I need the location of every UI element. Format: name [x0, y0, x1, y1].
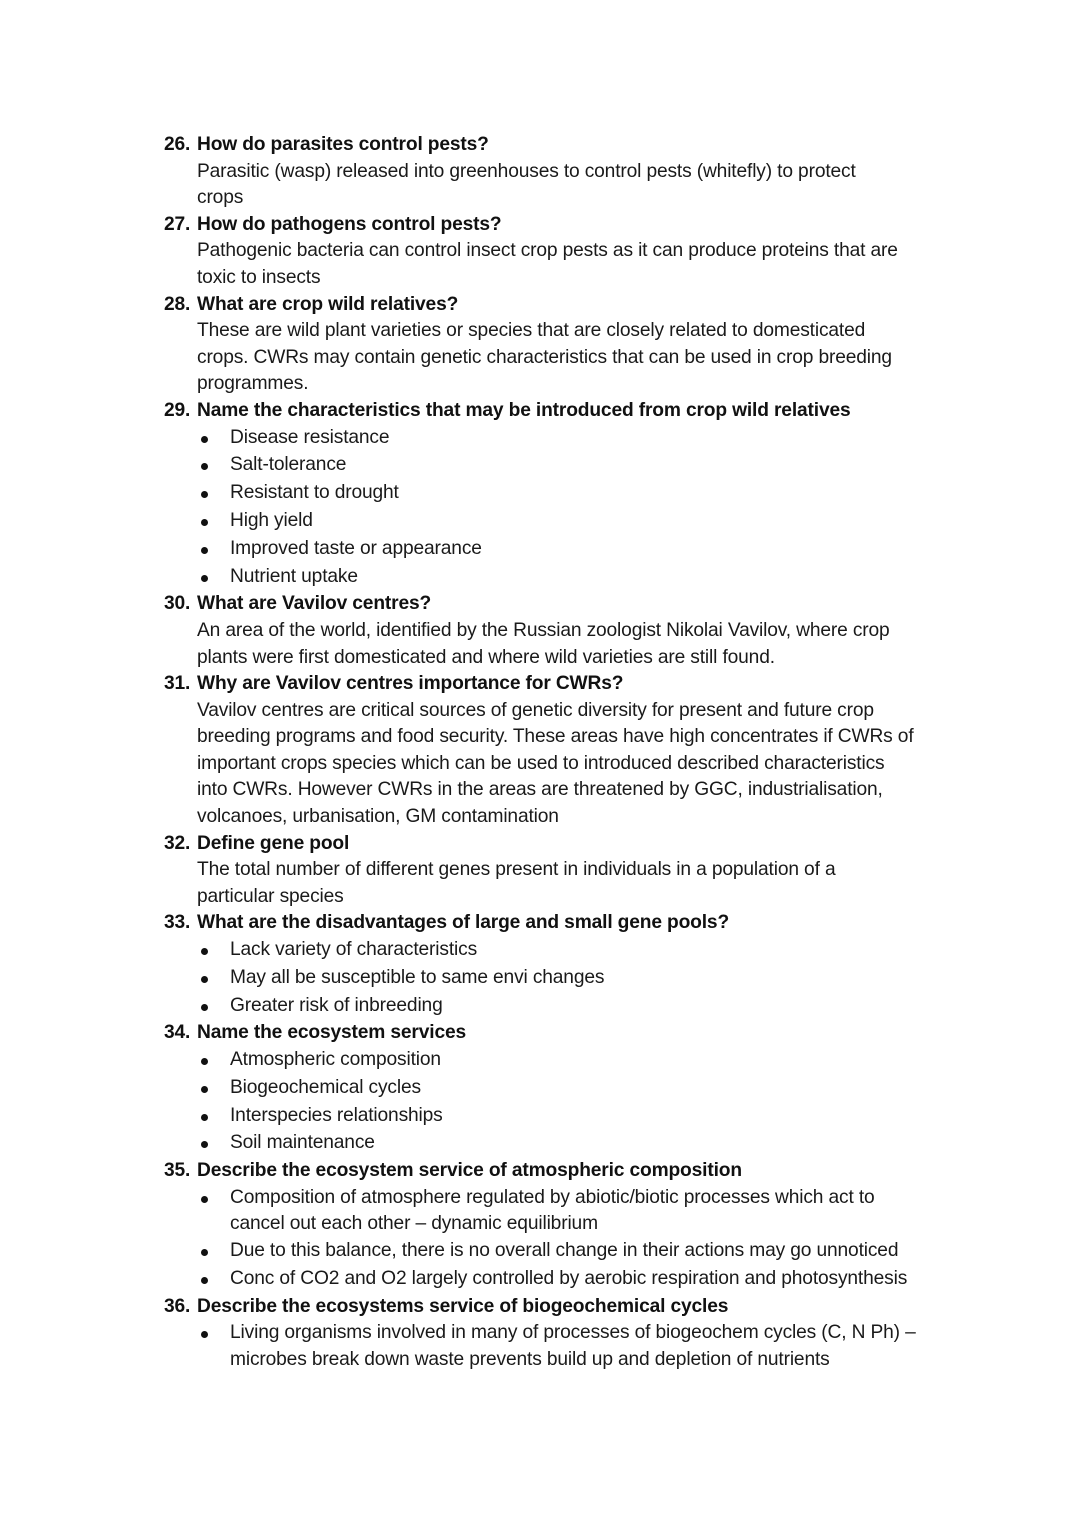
list-item	[197, 480, 964, 508]
bullet-list	[164, 1185, 964, 1294]
question-heading	[164, 1158, 964, 1185]
answer-line: particular species	[197, 885, 344, 907]
bullet-icon	[201, 436, 208, 443]
answer-line: Parasitic (wasp) released into greenhouses to control pests (whitefly) to protect	[197, 160, 856, 182]
bullet-icon	[201, 976, 208, 983]
bullet-icon	[201, 1086, 208, 1093]
list-item	[197, 1238, 964, 1266]
list-item-text: Composition of atmosphere regulated by abiotic/biotic processes which act to	[230, 1186, 875, 1208]
question-33	[164, 910, 964, 1020]
question-30	[164, 591, 964, 671]
answer-text	[164, 318, 964, 398]
answer-line: important crops species which can be used to introduced described characteristics	[197, 752, 885, 774]
list-item-text: Nutrient uptake	[230, 565, 358, 587]
answer-line: The total number of different genes present in individuals in a population of a	[197, 859, 836, 881]
question-number: 30.	[164, 593, 191, 615]
question-number: 34.	[164, 1022, 191, 1044]
question-number: 26.	[164, 134, 191, 155]
question-number: 32.	[164, 832, 191, 854]
bullet-icon	[201, 547, 208, 554]
list-item	[197, 993, 964, 1021]
list-item-text: Resistant to drought	[230, 482, 399, 504]
list-item-text: Interspecies relationships	[230, 1104, 443, 1126]
question-title: What are the disadvantages of large and small gene pools?	[197, 912, 730, 934]
bullet-icon	[201, 1277, 208, 1284]
answer-line: Pathogenic bacteria can control insect crop pests as it can produce proteins that are	[197, 240, 898, 262]
bullet-icon	[201, 1196, 208, 1203]
answer-line: An area of the world, identified by the Russian zoologist Nikolai Vavilov, where crop	[197, 619, 890, 641]
question-35	[164, 1158, 964, 1293]
question-28	[164, 292, 964, 398]
bullet-list	[164, 1047, 964, 1158]
question-heading	[164, 212, 964, 239]
answer-text	[164, 238, 964, 291]
list-item-text: Soil maintenance	[230, 1132, 375, 1154]
question-title: Why are Vavilov centres importance for CWRs?	[197, 673, 624, 695]
bullet-icon	[201, 575, 208, 582]
question-number: 31.	[164, 673, 191, 695]
list-item-text: Due to this balance, there is no overall change in their actions may go unnoticed	[230, 1239, 899, 1261]
list-item	[197, 1075, 964, 1103]
list-item-text: Conc of CO2 and O2 largely controlled by aerobic respiration and photosynthesis	[230, 1267, 908, 1289]
bullet-list	[164, 425, 964, 592]
question-title: What are crop wild relatives?	[197, 293, 459, 315]
question-29	[164, 398, 964, 591]
list-item	[197, 1130, 964, 1158]
answer-line: toxic to insects	[197, 266, 321, 288]
list-item	[197, 1320, 964, 1373]
question-title: Define gene pool	[197, 832, 350, 854]
question-title: Name the ecosystem services	[197, 1022, 467, 1044]
list-item	[197, 937, 964, 965]
question-26	[164, 132, 964, 212]
question-title: How do parasites control pests?	[197, 134, 489, 155]
list-item	[197, 1047, 964, 1075]
bullet-list	[164, 937, 964, 1020]
answer-text	[164, 618, 964, 671]
list-item-text: Salt-tolerance	[230, 454, 347, 476]
question-heading	[164, 591, 964, 618]
bullet-icon	[201, 1004, 208, 1011]
question-heading	[164, 292, 964, 319]
answer-text	[164, 857, 964, 910]
question-heading	[164, 132, 964, 159]
question-number: 35.	[164, 1160, 191, 1182]
list-item-text: Atmospheric composition	[230, 1049, 441, 1071]
answer-line: into CWRs. However CWRs in the areas are threatened by GGC, industrialisation,	[197, 779, 883, 801]
question-number: 36.	[164, 1295, 191, 1317]
answer-line: volcanoes, urbanisation, GM contamination	[197, 806, 559, 828]
list-item	[197, 1266, 964, 1294]
question-31	[164, 671, 964, 831]
question-title: Describe the ecosystems service of biogeochemical cycles	[197, 1295, 729, 1317]
question-number: 29.	[164, 399, 191, 421]
bullet-icon	[201, 519, 208, 526]
answer-line: Vavilov centres are critical sources of genetic diversity for present and future crop	[197, 699, 874, 721]
list-item	[197, 1185, 964, 1238]
list-item-text: cancel out each other – dynamic equilibrium	[230, 1213, 598, 1235]
bullet-icon	[201, 491, 208, 498]
list-item-text: microbes break down waste prevents build up and depletion of nutrients	[230, 1348, 830, 1370]
bullet-icon	[201, 1058, 208, 1065]
question-27	[164, 212, 964, 292]
bullet-icon	[201, 1141, 208, 1148]
list-item-text: High yield	[230, 509, 313, 531]
answer-line: These are wild plant varieties or species that are closely related to domesticated	[197, 320, 866, 342]
list-item	[197, 564, 964, 592]
list-item	[197, 452, 964, 480]
bullet-icon	[201, 1249, 208, 1256]
question-title: How do pathogens control pests?	[197, 213, 502, 235]
list-item	[197, 536, 964, 564]
list-item-text: Living organisms involved in many of processes of biogeochem cycles (C, N Ph) –	[230, 1322, 916, 1344]
answer-line: breeding programs and food security. These areas have high concentrates if CWRs of	[197, 726, 914, 748]
question-heading	[164, 1294, 964, 1321]
answer-text	[164, 698, 964, 831]
list-item-text: Improved taste or appearance	[230, 537, 482, 559]
answer-line: plants were first domesticated and where wild varieties are still found.	[197, 646, 775, 668]
bullet-icon	[201, 948, 208, 955]
question-title: What are Vavilov centres?	[197, 593, 432, 615]
list-item-text: Biogeochemical cycles	[230, 1076, 421, 1098]
answer-line: programmes.	[197, 373, 309, 395]
list-item	[197, 508, 964, 536]
question-heading	[164, 398, 964, 425]
question-heading	[164, 671, 964, 698]
answer-text	[164, 159, 964, 212]
question-title: Name the characteristics that may be introduced from crop wild relatives	[197, 399, 851, 421]
list-item-text: May all be susceptible to same envi changes	[230, 966, 605, 988]
list-item-text: Disease resistance	[230, 426, 390, 448]
question-title: Describe the ecosystem service of atmospheric composition	[197, 1160, 742, 1182]
bullet-icon	[201, 1331, 208, 1338]
question-number: 33.	[164, 912, 191, 934]
question-number: 28.	[164, 293, 191, 315]
question-heading	[164, 831, 964, 858]
answer-line: crops. CWRs may contain genetic characteristics that can be used in crop breeding	[197, 346, 892, 368]
list-item	[197, 425, 964, 453]
answer-line: crops	[197, 187, 244, 209]
list-item-text: Lack variety of characteristics	[230, 939, 478, 961]
question-36	[164, 1294, 964, 1374]
list-item	[197, 1103, 964, 1131]
list-item	[197, 965, 964, 993]
question-heading	[164, 1020, 964, 1047]
bullet-list	[164, 1320, 964, 1373]
list-item-text: Greater risk of inbreeding	[230, 994, 443, 1016]
question-32	[164, 831, 964, 911]
bullet-icon	[201, 463, 208, 470]
bullet-icon	[201, 1114, 208, 1121]
question-number: 27.	[164, 213, 191, 235]
question-heading	[164, 910, 964, 937]
question-34	[164, 1020, 964, 1158]
document-page	[164, 132, 964, 1373]
